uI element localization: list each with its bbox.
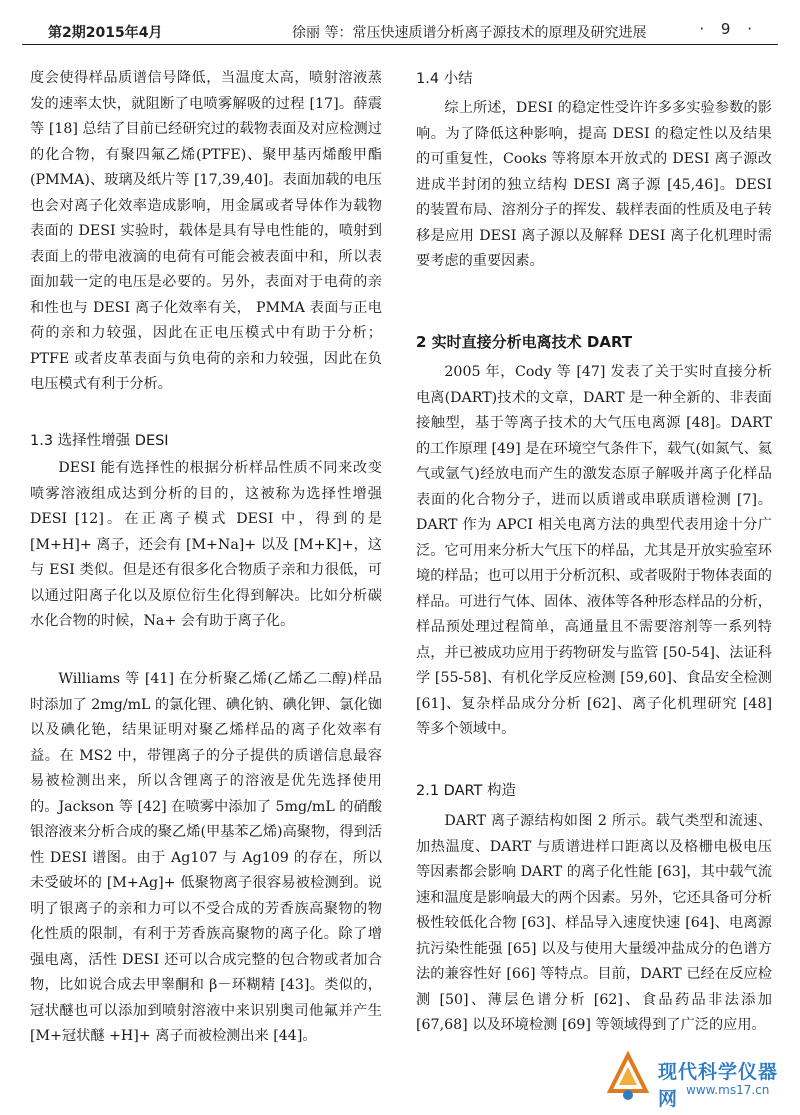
paragraph: 度会使得样品质谱信号降低，当温度太高，喷射溶液蒸发的速率太快，就阻断了电喷雾解吸的过程 [17]。薛震等 [18] 总结了目前已经研究过的载物表面及对应检测过的化合物，有聚四氟乙烯(PTFE)、聚甲基丙烯酸甲酯(PMMA)、玻璃及纸片等 [17,39,40]。表面加载的电压也会对离子化效率造成影响，用金属或者导体作为载物表面的 DESI 实验时，载体是具有导电性能的，喷射到表面上的带电液滴的电荷有可能会被表面中和，所以表面加载一定的电压是必要的。另外，表面对于电荷的亲和性也与 DESI 离子化效率有关， PMMA 表面与正电荷的亲和力较强，因此在正电压模式中有助于分析；PTFE 或者皮革表面与负电荷的亲和力较强，因此在负电压模式有利于分析。	[30, 70, 382, 392]
issue-label: 第2期2015年4月	[48, 25, 163, 41]
paragraph: 2005 年，Cody 等 [47] 发表了关于实时直接分析电离(DART)技术的文章，DART 是一种全新的、非表面接触型，基于等离子技术的大气压电离源 [48]。DART 的工作原理 [49] 是在环境空气条件下，载气(如氮气、氦气或氩气)经放电而产生的激发态原子解吸并离子化样品表面的化合物分子，进而以质谱或串联质谱检测 [7]。DART 作为 APCI 相关电离方法的典型代表用途十分广泛。它可用来分析大气压下的样品，尤其是开放实验室环境的样品；也可以用于分析沉积、或者吸附于物体表面的样品。可进行气体、固体、液体等各种形态样品的分析，样品预处理过程简单，高通量且不需要溶剂等一系列特点，并已被成功应用于药物研发与监管 [50-54]、法证科学 [55-58]、有机化学反应检测 [59,60]、食品安全检测 [61]、复杂样品成分分析 [62]、离子化机理研究 [48] 等多个领域中。	[416, 364, 772, 737]
watermark-url: www.ms17.cn	[686, 1083, 770, 1097]
left-column	[30, 66, 382, 1050]
watermark-logo-icon	[602, 1051, 654, 1103]
site-watermark	[602, 1051, 790, 1110]
paragraph: DESI 能有选择性的根据分析样品性质不同来改变喷雾溶液组成达到分析的目的，这被称为选择性增强 DESI [12]。在正离子模式 DESI 中，得到的是 [M+H]+ 离子，还会有 [M+Na]+ 以及 [M+K]+，这与 ESI 类似。但是还有很多化合物质子亲和力很低，可以通过阳离子化以及原位衍生化得到解决。比如分析碳水化合物的时候，Na+ 会有助于离子化。	[30, 460, 382, 629]
section-heading-1-3: 1.3 选择性增强 DESI	[30, 433, 169, 449]
section-heading-2: 2 实时直接分析电离技术 DART	[416, 333, 633, 351]
right-column	[416, 66, 772, 1039]
section-heading-1-4: 1.4 小结	[416, 71, 473, 87]
paragraph: 综上所述，DESI 的稳定性受许许多多实验参数的影响。为了降低这种影响，提高 DESI 的稳定性以及结果的可重复性，Cooks 等将原本开放式的 DESI 离子源改进成半封闭的独立结构 DESI 离子源 [45,46]。DESI 的装置布局、溶剂分子的挥发、载样表面的性质及电子转移是应用 DESI 离子源以及解释 DESI 离子化机理时需要考虑的重要因素。	[416, 100, 772, 269]
paragraph: Williams 等 [41] 在分析聚乙烯(乙烯乙二醇)样品时添加了 2mg/mL 的氯化锂、碘化钠、碘化钾、氯化铷以及碘化铯，结果证明对聚乙烯样品的离子化效率有益。在 MS2 中，带锂离子的分子提供的质谱信息最容易被检测出来，所以含锂离子的溶液是优先选择使用的。Jackson 等 [42] 在喷雾中添加了 5mg/mL 的硝酸银溶液来分析合成的聚乙烯(甲基苯乙烯)高聚物，得到活性 DESI 谱图。由于 Ag107 与 Ag109 的存在，所以未受破坏的 [M+Ag]+ 低聚物离子很容易被检测到。说明了银离子的亲和力可以不受合成的芳香族高聚物的物化性质的限制，有利于芳香族高聚物的离子化。除了增强电离，活性 DESI 还可以合成完整的包合物或者加合物，比如说合成去甲睾酮和 β－环糊精 [43]。类似的，冠状醚也可以添加到喷射溶液中来识别奥司他氟并产生 [M+冠状醚 +H]+ 离子而被检测出来 [44]。	[30, 671, 382, 1044]
page-number: · 9 ·	[699, 20, 758, 38]
running-title: 徐丽 等：常压快速质谱分析离子源技术的原理及研究进展	[292, 25, 647, 41]
section-heading-2-1: 2.1 DART 构造	[416, 783, 516, 799]
running-header	[22, 14, 778, 45]
paragraph: DART 离子源结构如图 2 所示。载气类型和流速、加热温度、DART 与质谱进样口距离以及格栅电极电压等因素都会影响 DART 的离子化性能 [63]，其中载气流速和温度是影响最大的两个因素。另外，它还具备可分析极性较低化合物 [63]、样品导入速度快速 [64]、电离源抗污染性能强 [65] 以及与使用大量缓冲盐成分的色谱方法的兼容性好 [66] 等特点。目前，DART 已经在反应检测 [50]、薄层色谱分析 [62]、食品药品非法添加 [67,68] 以及环境检测 [69] 等领域得到了广泛的应用。	[416, 813, 772, 1033]
watermark-name: 现代科学仪器网	[658, 1061, 779, 1110]
